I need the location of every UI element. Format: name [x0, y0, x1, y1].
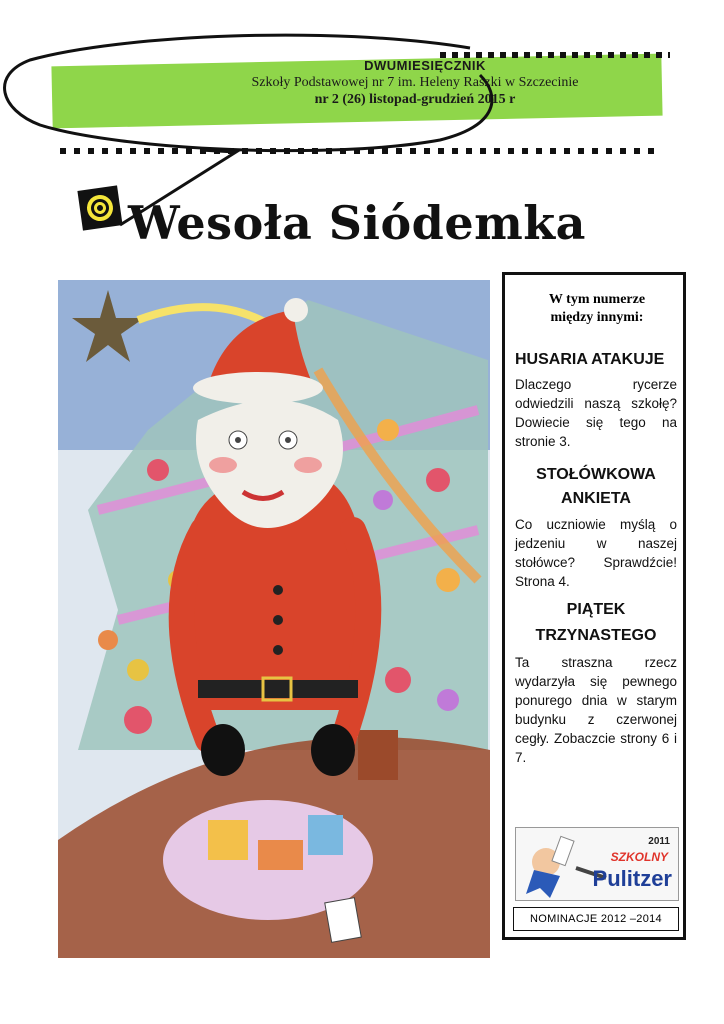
- toc-article-ankieta[interactable]: [515, 463, 677, 591]
- masthead: [180, 58, 650, 108]
- santa-cover-drawing: [58, 280, 490, 958]
- toc-heading: PIĄTEK TRZYNASTEGO: [535, 601, 657, 644]
- toc-article-husaria[interactable]: [515, 351, 677, 451]
- toc-body: Ta straszna rzecz wydarzyła się pewnego ponurego dnia w starym budynku z czerwonej cegły. Zobaczcie strony 6 i 7.: [515, 655, 677, 765]
- newspaper-title: Wesoła Siódemka: [128, 196, 586, 250]
- toc-article-piatek[interactable]: [515, 597, 677, 767]
- masthead-frequency: DWUMIESIĘCZNIK: [364, 58, 486, 73]
- toc-heading: STOŁÓWKOWA ANKIETA: [536, 466, 656, 507]
- masthead-issue: nr 2 (26) listopad-grudzień 2015 r: [314, 92, 516, 107]
- table-of-contents-box: [502, 272, 686, 940]
- pulitzer-label-main: Pulitzer: [592, 866, 672, 891]
- nominations-label: NOMINACJE 2012 –2014: [513, 907, 679, 931]
- pulitzer-label-szkolny: SZKOLNY: [610, 850, 668, 864]
- toc-body: Dlaczego rycerze odwiedzili naszą szkołę? Dowiecie się tego na stronie 3.: [515, 377, 677, 449]
- target-logo-icon: [77, 185, 122, 230]
- toc-intro: W tym numerze między innymi:: [548, 292, 646, 325]
- masthead-school: Szkoły Podstawowej nr 7 im. Heleny Raszki w Szczecinie: [251, 75, 579, 90]
- pulitzer-logo: [515, 827, 679, 901]
- toc-heading: HUSARIA ATAKUJE: [515, 351, 665, 368]
- pulitzer-year: 2011: [648, 836, 670, 847]
- toc-body: Co uczniowie myślą o jedzeniu w naszej stołówce? Sprawdźcie! Strona 4.: [515, 517, 677, 589]
